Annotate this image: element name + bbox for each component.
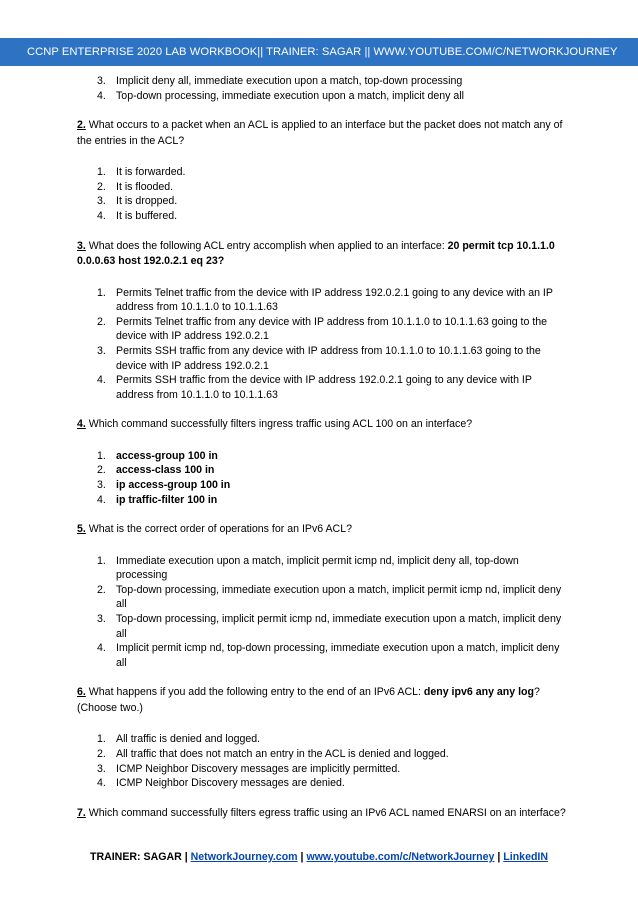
option-item: 3. Top-down processing, implicit permit icmp nd, immediate execution upon a match, implicit deny all	[97, 613, 562, 640]
option-item: 1. access-group 100 in	[97, 449, 218, 462]
option-item: 3. ip access-group 100 in	[97, 479, 231, 491]
option-item: 1. Immediate execution upon a match, implicit permit icmp nd, implicit deny all, top-down processing	[97, 554, 519, 582]
option-item: 1. It is forwarded.	[97, 166, 186, 179]
question-3: 3. What does the following ACL entry accomplish when applied to an interface: 20 permit tcp 10.1.1.0 0.0.0.63 host 192.0.2.1 eq 23?	[77, 239, 555, 268]
option-item: 3. It is dropped.	[97, 195, 178, 208]
option-item: 3. Implicit deny all, immediate execution upon a match, top-down processing	[97, 75, 463, 87]
q3-options	[0, 286, 638, 403]
option-item: 4. Implicit permit icmp nd, top-down processing, immediate execution upon a match, implicit deny all	[97, 642, 560, 669]
footer-separator: |	[494, 851, 504, 863]
option-item: 4. Top-down processing, immediate execution upon a match, implicit deny all	[97, 89, 465, 102]
option-item: 2. access-class 100 in	[97, 464, 215, 477]
option-item: 1. Permits Telnet traffic from the device with IP address 192.0.2.1 going to any device with an IP address from 10.1.1.0 to 10.1.1.63	[97, 286, 553, 314]
option-item: 2. Permits Telnet traffic from any device with IP address from 10.1.1.0 to 10.1.1.63 going to the device with IP address 192.0.2.1	[97, 315, 548, 343]
option-item: 3. Permits SSH traffic from any device with IP address from 10.1.1.0 to 10.1.1.63 going to the device with IP address 192.0.2.1	[97, 344, 541, 372]
footer-link-youtube[interactable]: www.youtube.com/c/NetworkJourney	[306, 851, 495, 863]
option-item: 4. It is buffered.	[97, 209, 178, 222]
footer-link-website[interactable]: NetworkJourney.com	[190, 851, 298, 863]
option-item: 4. ICMP Neighbor Discovery messages are denied.	[97, 777, 345, 790]
option-item: 4. Permits SSH traffic from the device with IP address 192.0.2.1 going to any device with IP address from 10.1.1.0 to 10.1.1.63	[97, 374, 532, 401]
question-2: 2. What occurs to a packet when an ACL is applied to an interface but the packet does not match any of the entries in the ACL?	[77, 119, 563, 147]
q2-options	[0, 165, 638, 223]
question-7: 7. Which command successfully filters egress traffic using an IPv6 ACL named ENARSI on an interface?	[77, 806, 566, 819]
option-item: 3. ICMP Neighbor Discovery messages are implicitly permitted.	[97, 762, 401, 775]
q6-options	[0, 732, 638, 790]
option-item: 4. ip traffic-filter 100 in	[97, 493, 218, 506]
q1-options-continued	[0, 74, 638, 103]
question-4: 4. Which command successfully filters ingress traffic using ACL 100 on an interface?	[77, 418, 473, 431]
page-header-banner	[0, 38, 638, 66]
question-6: 6. What happens if you add the following entry to the end of an IPv6 ACL: deny ipv6 any any log? (Choose two.)	[77, 686, 540, 714]
option-item: 1. All traffic is denied and logged.	[97, 733, 261, 746]
option-item: 2. It is flooded.	[97, 180, 174, 193]
q4-options	[0, 449, 638, 507]
option-item: 2. Top-down processing, immediate execution upon a match, implicit permit icmp nd, implicit deny all	[97, 583, 562, 611]
option-item: 2. All traffic that does not match an entry in the ACL is denied and logged.	[97, 748, 449, 761]
page-footer	[0, 851, 638, 863]
question-5: 5. What is the correct order of operations for an IPv6 ACL?	[77, 523, 352, 536]
q5-options	[0, 554, 638, 671]
page-content	[0, 74, 638, 821]
footer-separator: |	[297, 851, 307, 863]
header-title: CCNP ENTERPRISE 2020 LAB WORKBOOK|| TRAINER: SAGAR || WWW.YOUTUBE.COM/C/NETWORKJOURNEY	[27, 46, 618, 58]
footer-link-linkedin[interactable]: LinkedIN	[503, 851, 549, 863]
footer-trainer-label: TRAINER: SAGAR |	[89, 851, 191, 863]
